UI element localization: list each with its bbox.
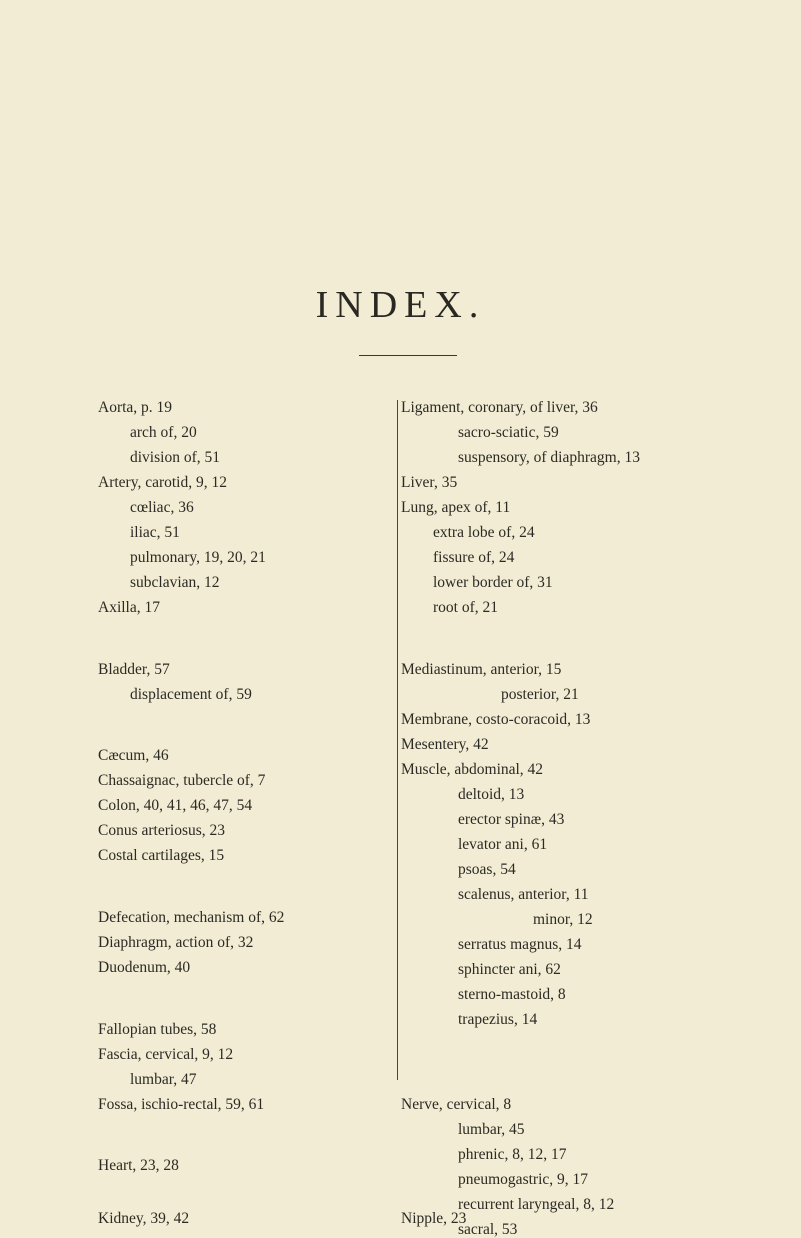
index-entry: Membrane, costo-coracoid, 13 xyxy=(401,711,591,728)
index-entry: Ligament, coronary, of liver, 36 xyxy=(401,399,598,416)
index-subentry: lumbar, 47 xyxy=(130,1071,197,1088)
index-subentry: levator ani, 61 xyxy=(458,836,548,853)
index-subentry: serratus magnus, 14 xyxy=(458,936,582,953)
index-subentry: psoas, 54 xyxy=(458,861,516,878)
index-entry: Fascia, cervical, 9, 12 xyxy=(98,1046,234,1063)
index-subentry: lumbar, 45 xyxy=(458,1121,525,1138)
index-entry: Colon, 40, 41, 46, 47, 54 xyxy=(98,797,253,814)
index-entry: Nerve, cervical, 8 xyxy=(401,1096,512,1113)
page-title: INDEX. xyxy=(315,284,486,326)
index-subentry: suspensory, of diaphragm, 13 xyxy=(458,449,640,466)
column-divider xyxy=(397,400,398,1080)
index-entry: Cæcum, 46 xyxy=(98,747,169,764)
index-subentry: lower border of, 31 xyxy=(433,574,553,591)
index-subentry: sterno-mastoid, 8 xyxy=(458,986,566,1003)
index-subentry: extra lobe of, 24 xyxy=(433,524,535,541)
index-entry: Bladder, 57 xyxy=(98,661,170,678)
index-subentry: posterior, 21 xyxy=(501,686,579,703)
index-subentry: phrenic, 8, 12, 17 xyxy=(458,1146,567,1163)
index-entry: Duodenum, 40 xyxy=(98,959,191,976)
index-entry: Conus arteriosus, 23 xyxy=(98,822,226,839)
index-entry: Muscle, abdominal, 42 xyxy=(401,761,544,778)
index-entry: Aorta, p. 19 xyxy=(98,399,173,416)
index-entry: Mediastinum, anterior, 15 xyxy=(401,661,562,678)
index-subentry: root of, 21 xyxy=(433,599,499,616)
index-subentry: pulmonary, 19, 20, 21 xyxy=(130,549,266,566)
index-subentry: iliac, 51 xyxy=(130,524,180,541)
index-entry: Costal cartilages, 15 xyxy=(98,847,225,864)
index-entry: Diaphragm, action of, 32 xyxy=(98,934,254,951)
index-subentry: minor, 12 xyxy=(533,911,593,928)
index-subentry: deltoid, 13 xyxy=(458,786,525,803)
title-rule xyxy=(359,355,457,356)
index-subentry: subclavian, 12 xyxy=(130,574,220,591)
index-entry: Fossa, ischio-rectal, 59, 61 xyxy=(98,1096,265,1113)
index-subentry: arch of, 20 xyxy=(130,424,197,441)
index-entry: Lung, apex of, 11 xyxy=(401,499,511,516)
index-entry: Chassaignac, tubercle of, 7 xyxy=(98,772,266,789)
index-subentry: cœliac, 36 xyxy=(130,499,194,516)
index-subentry: sacral, 53 xyxy=(458,1221,518,1238)
index-subentry: displacement of, 59 xyxy=(130,686,252,703)
index-subentry: fissure of, 24 xyxy=(433,549,515,566)
index-subentry: trapezius, 14 xyxy=(458,1011,538,1028)
index-entry: Artery, carotid, 9, 12 xyxy=(98,474,227,491)
index-subentry: erector spinæ, 43 xyxy=(458,811,565,828)
index-entry: Axilla, 17 xyxy=(98,599,160,616)
index-entry: Fallopian tubes, 58 xyxy=(98,1021,217,1038)
index-subentry: division of, 51 xyxy=(130,449,220,466)
index-entry: Nipple, 23 xyxy=(401,1210,467,1227)
index-entry: Heart, 23, 28 xyxy=(98,1157,179,1174)
index-entry: Mesentery, 42 xyxy=(401,736,489,753)
index-subentry: recurrent laryngeal, 8, 12 xyxy=(458,1196,615,1213)
index-subentry: sphincter ani, 62 xyxy=(458,961,561,978)
index-subentry: pneumogastric, 9, 17 xyxy=(458,1171,589,1188)
index-entry: Defecation, mechanism of, 62 xyxy=(98,909,285,926)
index-entry: Kidney, 39, 42 xyxy=(98,1210,190,1227)
index-subentry: scalenus, anterior, 11 xyxy=(458,886,589,903)
index-subentry: sacro-sciatic, 59 xyxy=(458,424,559,441)
index-entry: Liver, 35 xyxy=(401,474,458,491)
